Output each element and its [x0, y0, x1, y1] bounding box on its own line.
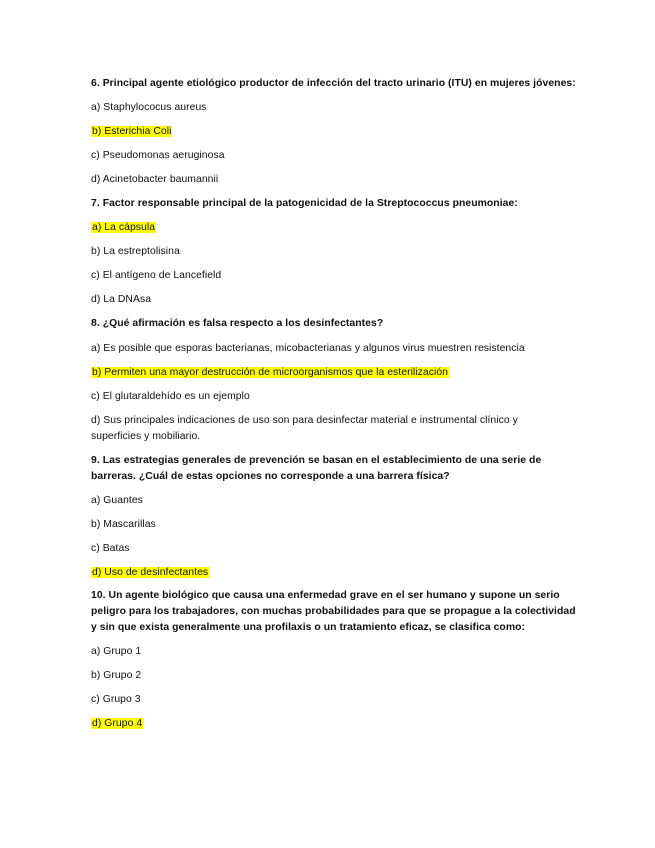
question-10-option-b: b) Grupo 2	[91, 670, 142, 681]
question-7-option-b: b) La estreptolisina	[91, 246, 180, 257]
question-9-option-b: b) Mascarillas	[91, 519, 156, 530]
question-7-option-a-highlighted: a) La cápsula	[92, 222, 156, 233]
question-6-option-a: a) Staphylococus aureus	[91, 102, 207, 113]
question-9-option-d-highlighted: d) Uso de desinfectantes	[92, 567, 209, 578]
question-10-text-line-2: peligro para los trabajadores, con muchas probabilidades para que se propague a la colectividad	[91, 606, 576, 617]
question-10-text-line-3: y sin que exista generalmente una profilaxis o un tratamiento eficaz, se clasifica como:	[91, 622, 526, 633]
question-7-option-d: d) La DNAsa	[91, 294, 152, 305]
question-6-option-b-highlighted: b) Esterichia Coli	[92, 126, 172, 137]
question-6-text: 6. Principal agente etiológico productor de infección del tracto urinario (ITU) en mujeres jóvenes:	[91, 78, 576, 89]
question-8-option-a: a) Es posible que esporas bacterianas, micobacterianas y algunos virus muestren resistencia	[91, 343, 525, 354]
question-9-text-line-2: barreras. ¿Cuál de estas opciones no corresponde a una barrera física?	[91, 471, 450, 482]
question-9-option-a: a) Guantes	[91, 495, 143, 506]
question-9-text-line-1: 9. Las estrategias generales de prevención se basan en el establecimiento de una serie de	[91, 455, 542, 466]
question-6-option-d: d) Acinetobacter baumannii	[91, 174, 219, 185]
question-7-option-c: c) El antígeno de Lancefield	[91, 270, 222, 281]
question-8-option-b-highlighted: b) Permiten una mayor destrucción de microorganismos que la esterilización	[92, 367, 448, 378]
question-8-text: 8. ¿Qué afirmación es falsa respecto a los desinfectantes?	[91, 318, 384, 329]
question-10-option-d-highlighted: d) Grupo 4	[92, 718, 143, 729]
question-7-text: 7. Factor responsable principal de la patogenicidad de la Streptococcus pneumoniae:	[91, 198, 518, 209]
question-6-option-c: c) Pseudomonas aeruginosa	[91, 150, 225, 161]
question-9-option-c: c) Batas	[91, 543, 130, 554]
question-10-text-line-1: 10. Un agente biológico que causa una enfermedad grave en el ser humano y supone un serio	[91, 590, 560, 601]
question-8-option-d-line-1: d) Sus principales indicaciones de uso son para desinfectar material e instrumental clínico y	[91, 415, 518, 426]
question-8-option-d-line-2: superficies y mobiliario.	[91, 431, 201, 442]
question-10-option-c: c) Grupo 3	[91, 694, 141, 705]
question-10-option-a: a) Grupo 1	[91, 646, 142, 657]
question-8-option-c: c) El glutaraldehído es un ejemplo	[91, 391, 250, 402]
